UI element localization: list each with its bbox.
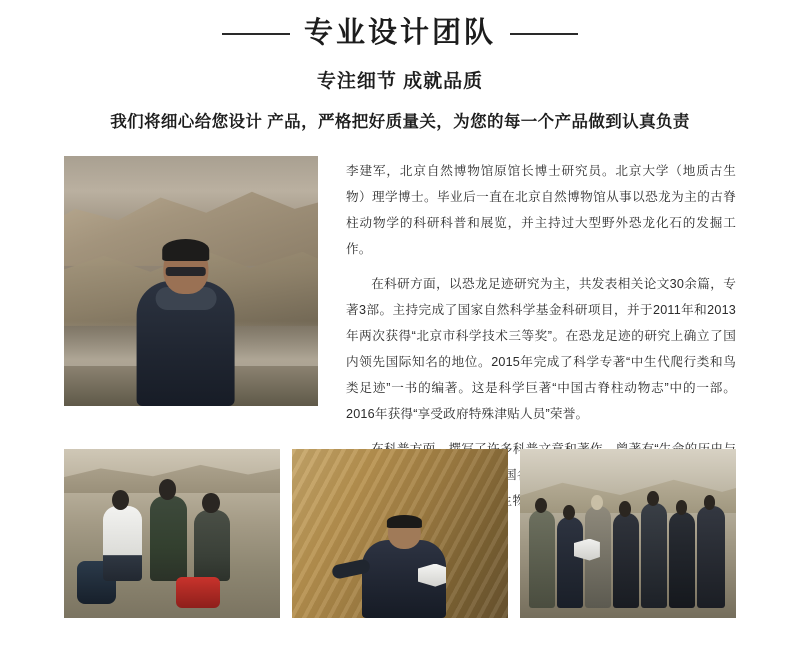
portrait-person xyxy=(127,241,244,406)
p3-person-7 xyxy=(697,506,725,607)
header xyxy=(0,0,800,132)
photo-strip xyxy=(64,449,736,618)
title-row xyxy=(0,18,800,50)
p3-head-4 xyxy=(619,501,631,516)
p1-head-a xyxy=(112,490,129,510)
title-rule-right xyxy=(510,33,578,35)
p3-person-5 xyxy=(641,503,667,608)
title-rule-left xyxy=(222,33,290,35)
group-site-visit-photo xyxy=(520,449,736,618)
p3-head-2 xyxy=(563,505,575,520)
p3-person-2 xyxy=(557,517,583,608)
bio-paragraph-2: 在科研方面，以恐龙足迹研究为主，共发表相关论文30余篇，专著3部。主持完成了国家自然科学基金科研项目，并于2011年和2013年两次获得“北京市科学技术三等奖”。在恐龙足迹的研究上确立了国内领先国际知名的地位。2015年完成了科学专著“中生代爬行类和鸟类足迹”一书的编著。这是科学巨著“中国古脊柱动物志”中的一部。2016年获得“享受政府特殊津贴人员”荣誉。 xyxy=(346,276,736,421)
bio-paragraph-1: 李建军，北京自然博物馆原馆长博士研究员。北京大学（地质古生物）理学博士。毕业后一直在北京自然博物馆从事以恐龙为主的古脊柱动物学的科研科普和展览，并主持过大型野外恐龙化石的发掘工作。 xyxy=(346,163,736,256)
p3-head-3 xyxy=(591,495,603,510)
p1-person-c xyxy=(194,510,231,581)
page-title: 专业设计团队 xyxy=(303,17,496,49)
page-subtitle: 专注细节 成就品质 xyxy=(316,70,484,92)
p1-head-c xyxy=(202,493,219,513)
glasses-icon xyxy=(166,267,206,275)
p2-person xyxy=(357,513,452,618)
portrait-hair xyxy=(163,239,210,260)
rock-strata-explanation-photo xyxy=(292,449,508,618)
page-lead-text: 我们将细心给您设计 产品，严格把好质量关，为您的每一个产品做到认真负责 xyxy=(110,112,690,131)
p1-red-bag xyxy=(176,577,219,607)
field-survey-team-photo xyxy=(64,449,280,618)
p2-hair xyxy=(387,515,421,528)
p3-person-6 xyxy=(669,512,695,608)
p3-person-4 xyxy=(613,513,639,608)
p1-person-b xyxy=(150,496,187,581)
p3-person-1 xyxy=(529,510,555,608)
portrait-photo xyxy=(64,156,318,406)
p1-person-a xyxy=(103,506,142,580)
p1-head-b xyxy=(159,479,176,499)
